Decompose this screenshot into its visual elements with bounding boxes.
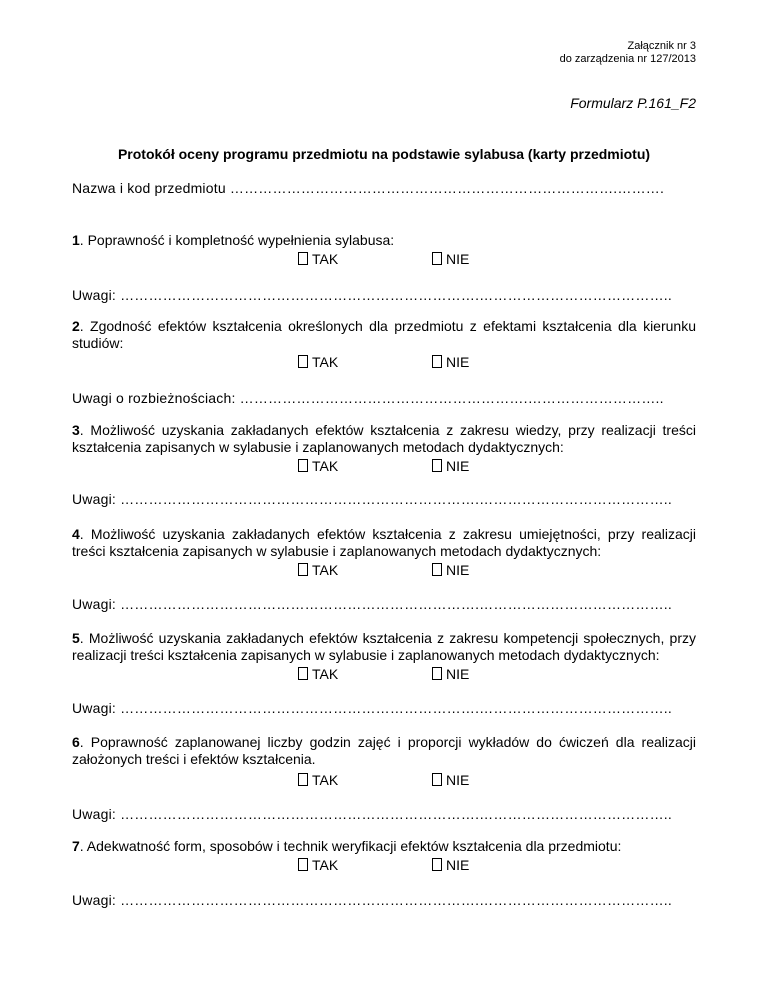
section-3-choices: [72, 457, 696, 475]
section-5: [72, 630, 696, 716]
checkbox-icon[interactable]: [298, 252, 308, 265]
section-number: 6: [72, 734, 80, 750]
section-3-remarks: Uwagi: ………………………………………………………………….…………………………………..: [72, 491, 672, 507]
section-6: [72, 734, 696, 822]
no-label: NIE: [446, 354, 470, 370]
section-2: [72, 318, 696, 406]
section-text: . Możliwość uzyskania zakładanych efektów kształcenia z zakresu wiedzy, przy realizacji treści kształcenia zapisanych w sylabusie i zaplanowanych metodach dydaktycznych:: [72, 422, 696, 455]
annex-line-2: do zarządzenia nr 127/2013: [559, 53, 696, 65]
section-2-question: [72, 318, 696, 352]
section-2-remarks: Uwagi o rozbieżnościach: …………………………………………………….………………………..: [72, 390, 664, 406]
checkbox-icon[interactable]: [298, 459, 308, 472]
section-7-yes-option[interactable]: [298, 856, 338, 874]
section-2-no-option[interactable]: [432, 353, 469, 371]
section-text: . Poprawność zaplanowanej liczby godzin zajęć i proporcji wykładów do ćwiczeń dla realizacji założonych treści i efektów kształcenia.: [72, 734, 696, 767]
section-1-no-option[interactable]: [432, 250, 469, 268]
section-4-no-option[interactable]: [432, 561, 469, 579]
checkbox-icon[interactable]: [432, 459, 442, 472]
section-4-remarks: Uwagi: ………………………………………………………………….…………………………………..: [72, 596, 672, 612]
checkbox-icon[interactable]: [432, 563, 442, 576]
section-2-yes-option[interactable]: [298, 353, 338, 371]
no-label: NIE: [446, 458, 470, 474]
yes-label: TAK: [312, 354, 339, 370]
section-7-remarks: Uwagi: ………………………………………………………………….…………………………………..: [72, 892, 672, 908]
checkbox-icon[interactable]: [298, 355, 308, 368]
section-6-choices: [72, 771, 696, 789]
subject-name-field: Nazwa i kod przedmiotu ……………………………………………………………………….……….: [72, 180, 665, 196]
section-1-choices: [72, 250, 696, 268]
section-4-choices: [72, 561, 696, 579]
yes-label: TAK: [312, 857, 339, 873]
section-1: [72, 232, 696, 303]
section-text: . Adekwatność form, sposobów i technik weryfikacji efektów kształcenia dla przedmiotu:: [79, 838, 622, 854]
checkbox-icon[interactable]: [298, 858, 308, 871]
checkbox-icon[interactable]: [298, 667, 308, 680]
form-reference: Formularz P.161_F2: [570, 95, 696, 111]
section-4: [72, 526, 696, 612]
section-1-remarks: Uwagi: ………………………………………………………………….…………………………………..: [72, 287, 672, 303]
annex-line-1: Załącznik nr 3: [627, 40, 696, 52]
checkbox-icon[interactable]: [432, 252, 442, 265]
section-number: 2: [72, 318, 80, 334]
section-3-yes-option[interactable]: [298, 457, 338, 475]
section-number: 1: [72, 232, 80, 248]
annex-note: [560, 40, 696, 66]
checkbox-icon[interactable]: [298, 773, 308, 786]
yes-label: TAK: [312, 458, 339, 474]
section-text: . Możliwość uzyskania zakładanych efektów kształcenia z zakresu umiejętności, przy realizacji treści kształcenia zapisanych w sylabusie i zaplanowanych metodach dydaktycznych:: [72, 526, 696, 559]
section-3: [72, 422, 696, 507]
yes-label: TAK: [312, 772, 339, 788]
section-6-remarks: Uwagi: ………………………………………………………………….…………………………………..: [72, 806, 672, 822]
section-5-no-option[interactable]: [432, 665, 469, 683]
yes-label: TAK: [312, 562, 339, 578]
section-7-no-option[interactable]: [432, 856, 469, 874]
section-text: . Możliwość uzyskania zakładanych efektów kształcenia z zakresu kompetencji społecznych, przy realizacji treści kształcenia zapisanych w sylabusie i zaplanowanych metodach dydaktycznych:: [72, 630, 696, 663]
checkbox-icon[interactable]: [432, 773, 442, 786]
section-text: . Zgodność efektów kształcenia określonych dla przedmiotu z efektami kształcenia dla kierunku studiów:: [72, 318, 696, 351]
section-5-question: [72, 630, 696, 664]
section-6-no-option[interactable]: [432, 771, 469, 789]
section-7-question: [72, 838, 696, 855]
section-number: 3: [72, 422, 80, 438]
document-title: Protokół oceny programu przedmiotu na podstawie sylabusa (karty przedmiotu): [117, 146, 651, 162]
no-label: NIE: [446, 666, 470, 682]
checkbox-icon[interactable]: [432, 355, 442, 368]
section-6-question: [72, 734, 696, 768]
section-7: [72, 838, 696, 908]
section-5-remarks: Uwagi: ………………………………………………………………….…………………………………..: [72, 700, 672, 716]
section-5-yes-option[interactable]: [298, 665, 338, 683]
checkbox-icon[interactable]: [432, 858, 442, 871]
section-5-choices: [72, 665, 696, 683]
section-4-yes-option[interactable]: [298, 561, 338, 579]
section-3-no-option[interactable]: [432, 457, 469, 475]
section-4-question: [72, 526, 696, 560]
section-6-yes-option[interactable]: [298, 771, 338, 789]
section-7-choices: [72, 856, 696, 874]
no-label: NIE: [446, 772, 470, 788]
no-label: NIE: [446, 562, 470, 578]
yes-label: TAK: [312, 251, 339, 267]
section-1-question: [72, 232, 696, 249]
checkbox-icon[interactable]: [432, 667, 442, 680]
section-1-yes-option[interactable]: [298, 250, 338, 268]
section-number: 7: [72, 838, 80, 854]
section-number: 5: [72, 630, 80, 646]
section-2-choices: [72, 353, 696, 371]
section-text: . Poprawność i kompletność wypełnienia sylabusa:: [79, 232, 395, 248]
yes-label: TAK: [312, 666, 339, 682]
section-3-question: [72, 422, 696, 456]
checkbox-icon[interactable]: [298, 563, 308, 576]
section-number: 4: [72, 526, 80, 542]
no-label: NIE: [446, 251, 470, 267]
no-label: NIE: [446, 857, 470, 873]
